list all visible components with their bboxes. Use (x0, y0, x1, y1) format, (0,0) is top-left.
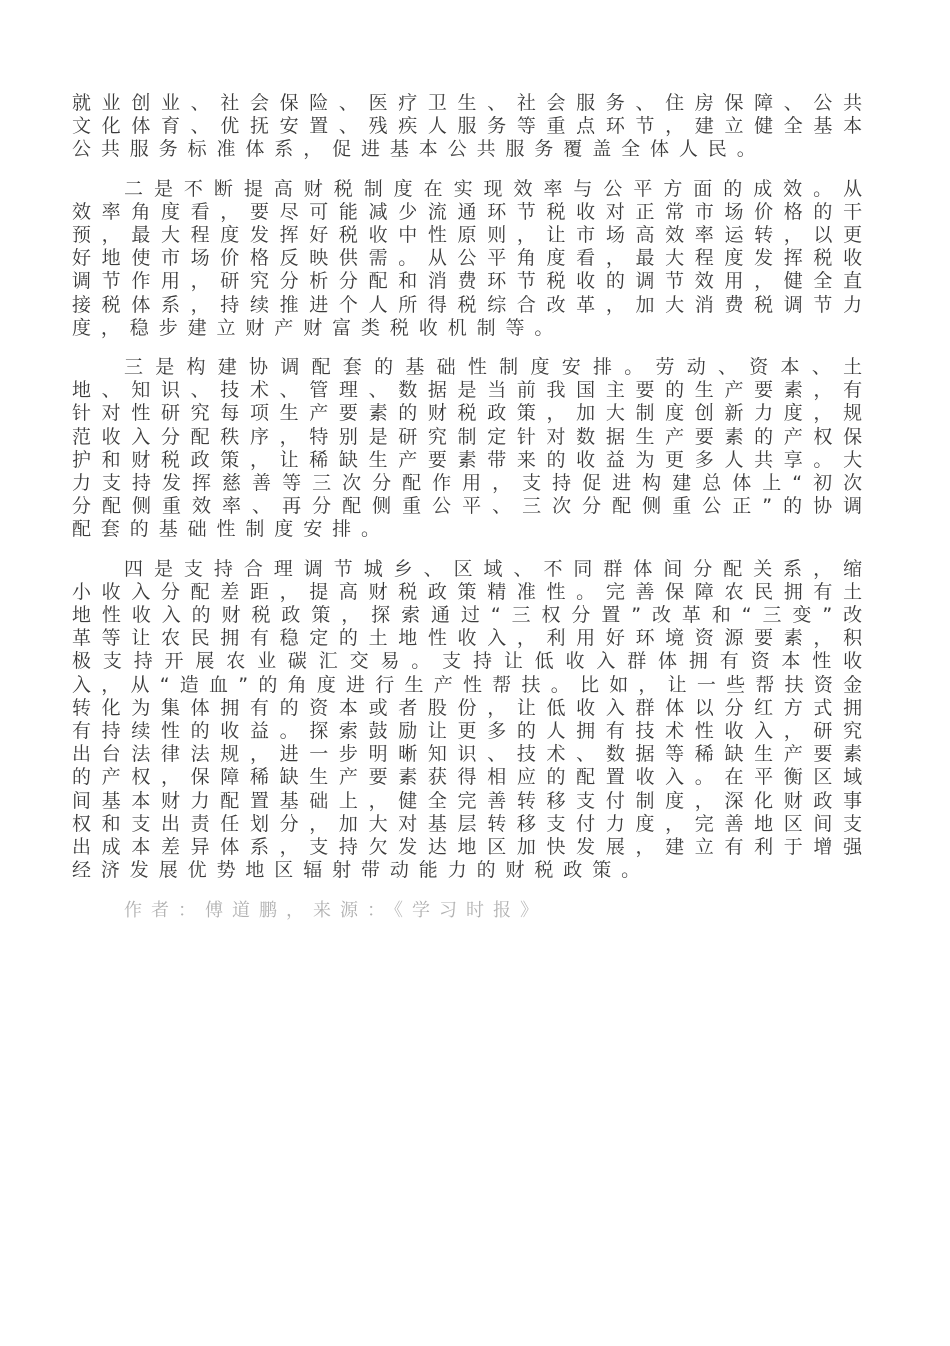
paragraph-institutional-arrangements: 三是构建协调配套的基础性制度安排。劳动、资本、土地、知识、技术、管理、数据是当前我国主要的生产要素，有针对性研究每项生产要素的财税政策，加大制度创新力度，规范收入分配秩序，特别是研究制定针对数据生产要素的产权保护和财税政策，让稀缺生产要素带来的收益为更多人共享。大力支持发挥慈善等三次分配作用，支持促进构建总体上“初次分配侧重效率、再分配侧重公平、三次分配侧重公正”的协调配套的基础性制度安排。 (72, 356, 872, 541)
paragraph-distribution-adjustment: 四是支持合理调节城乡、区域、不同群体间分配关系，缩小收入分配差距，提高财税政策精准性。完善保障农民拥有土地性收入的财税政策，探索通过“三权分置”改革和“三变”改革等让农民拥有稳定的土地性收入，利用好环境资源要素，积极支持开展农业碳汇交易。支持让低收入群体拥有资本性收入，从“造血”的角度进行生产性帮扶。比如，让一些帮扶资金转化为集体拥有的资本或者股份，让低收入群体以分红方式拥有持续性的收益。探索鼓励让更多的人拥有技术性收入，研究出台法律法规，进一步明晰知识、技术、数据等稀缺生产要素的产权，保障稀缺生产要素获得相应的配置收入。在平衡区域间基本财力配置基础上，健全完善转移支付制度，深化财政事权和支出责任划分，加大对基层转移支付力度，完善地区间支出成本差异体系，支持欠发达地区加快发展，建立有利于增强经济发展优势地区辐射带动能力的财税政策。 (72, 557, 872, 882)
paragraph-efficiency-fairness: 二是不断提高财税制度在实现效率与公平方面的成效。从效率角度看，要尽可能减少流通环节税收对正常市场价格的干预，最大程度发挥好税收中性原则，让市场高效率运转，以更好地使市场价格反映供需。从公平角度看，最大程度发挥税收调节作用，研究分析分配和消费环节税收的调节效用，健全直接税体系，持续推进个人所得税综合改革，加大消费税调节力度，稳步建立财产财富类税收机制等。 (72, 177, 872, 339)
paragraph-public-services: 就业创业、社会保险、医疗卫生、社会服务、住房保障、公共文化体育、优抚安置、残疾人服务等重点环节，建立健全基本公共服务标准体系，促进基本公共服务覆盖全体人民。 (72, 92, 872, 161)
author-source-byline: 作者：傅道鹏，来源：《学习时报》 (124, 899, 547, 921)
article-body (72, 92, 872, 922)
